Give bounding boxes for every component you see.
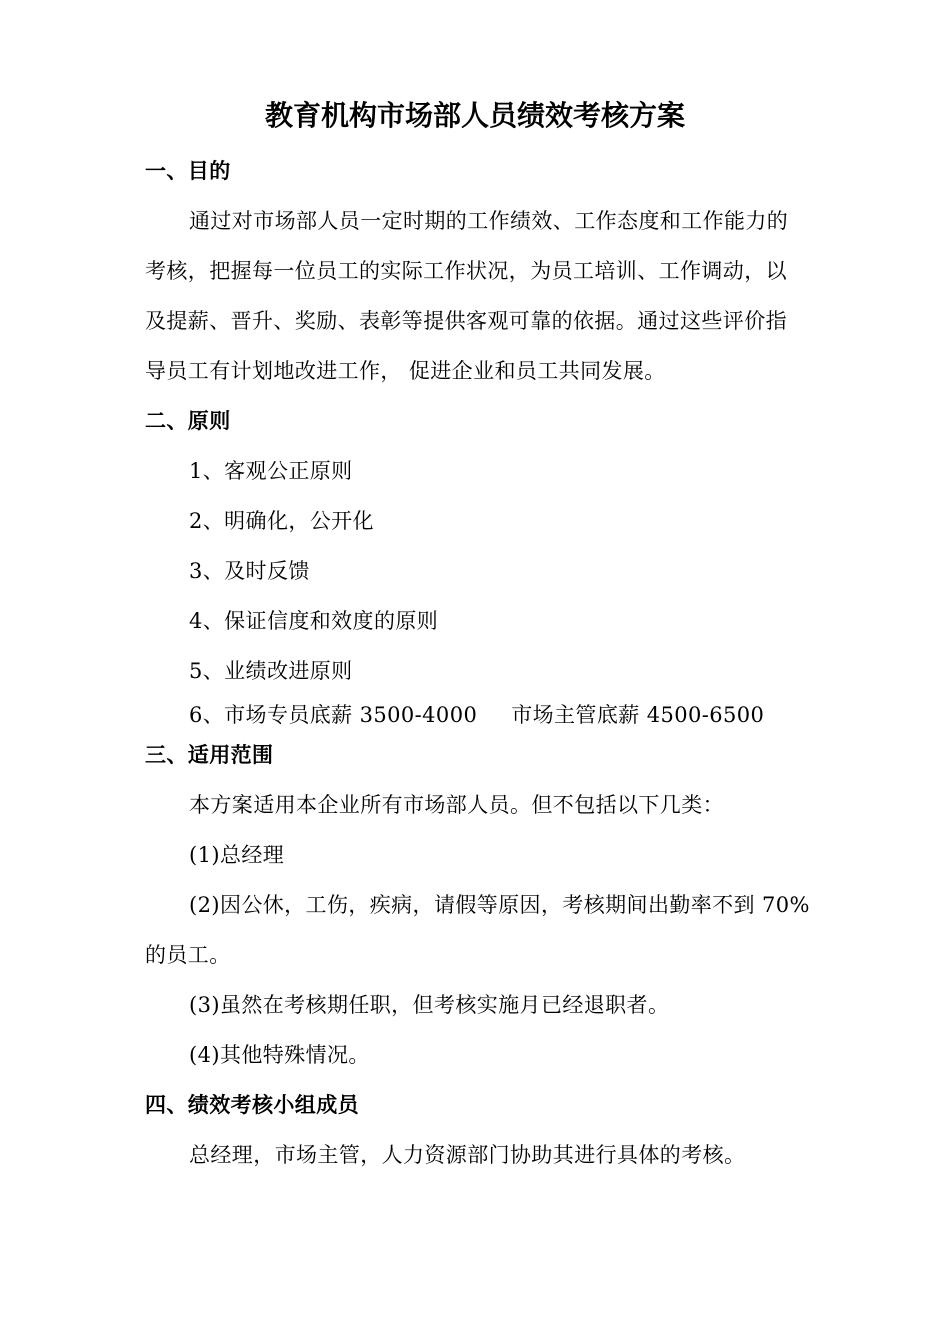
principle-item-4: 4、保证信度和效度的原则 — [189, 609, 439, 633]
purpose-paragraph-line-4: 导员工有计划地改进工作， 促进企业和员工共同发展。 — [145, 359, 666, 383]
salary-supervisor: 市场主管底薪 4500-6500 — [511, 703, 765, 727]
principle-item-6-salary — [189, 700, 764, 730]
section-heading-principles: 二、原则 — [145, 409, 231, 433]
team-paragraph: 总经理，市场主管，人力资源部门协助其进行具体的考核。 — [189, 1143, 746, 1167]
principle-item-3: 3、及时反馈 — [189, 559, 310, 583]
scope-intro: 本方案适用本企业所有市场部人员。但不包括以下几类： — [189, 793, 724, 817]
purpose-paragraph-line-2: 考核，把握每一位员工的实际工作状况，为员工培训、工作调动，以 — [145, 259, 787, 283]
scope-exclusion-1: (1)总经理 — [189, 843, 285, 867]
section-heading-scope: 三、适用范围 — [145, 743, 274, 767]
scope-exclusion-3: (3)虽然在考核期任职，但考核实施月已经退职者。 — [189, 993, 670, 1017]
section-heading-purpose: 一、目的 — [145, 159, 231, 183]
document-title: 教育机构市场部人员绩效考核方案 — [264, 99, 685, 132]
purpose-paragraph-line-1: 通过对市场部人员一定时期的工作绩效、工作态度和工作能力的 — [189, 209, 789, 233]
scope-exclusion-2-line-2: 的员工。 — [145, 943, 231, 967]
purpose-paragraph-line-3: 及提薪、晋升、奖励、表彰等提供客观可靠的依据。通过这些评价指 — [145, 309, 787, 333]
principle-item-5: 5、业绩改进原则 — [189, 659, 353, 683]
principle-item-2: 2、明确化，公开化 — [189, 509, 374, 533]
salary-specialist: 6、市场专员底薪 3500-4000 — [189, 703, 478, 727]
scope-exclusion-2-line-1: (2)因公休，工伤，疾病，请假等原因，考核期间出勤率不到 70% — [189, 893, 810, 917]
scope-exclusion-4: (4)其他特殊情况。 — [189, 1043, 370, 1067]
section-heading-team: 四、绩效考核小组成员 — [145, 1093, 359, 1117]
principle-item-1: 1、客观公正原则 — [189, 459, 353, 483]
